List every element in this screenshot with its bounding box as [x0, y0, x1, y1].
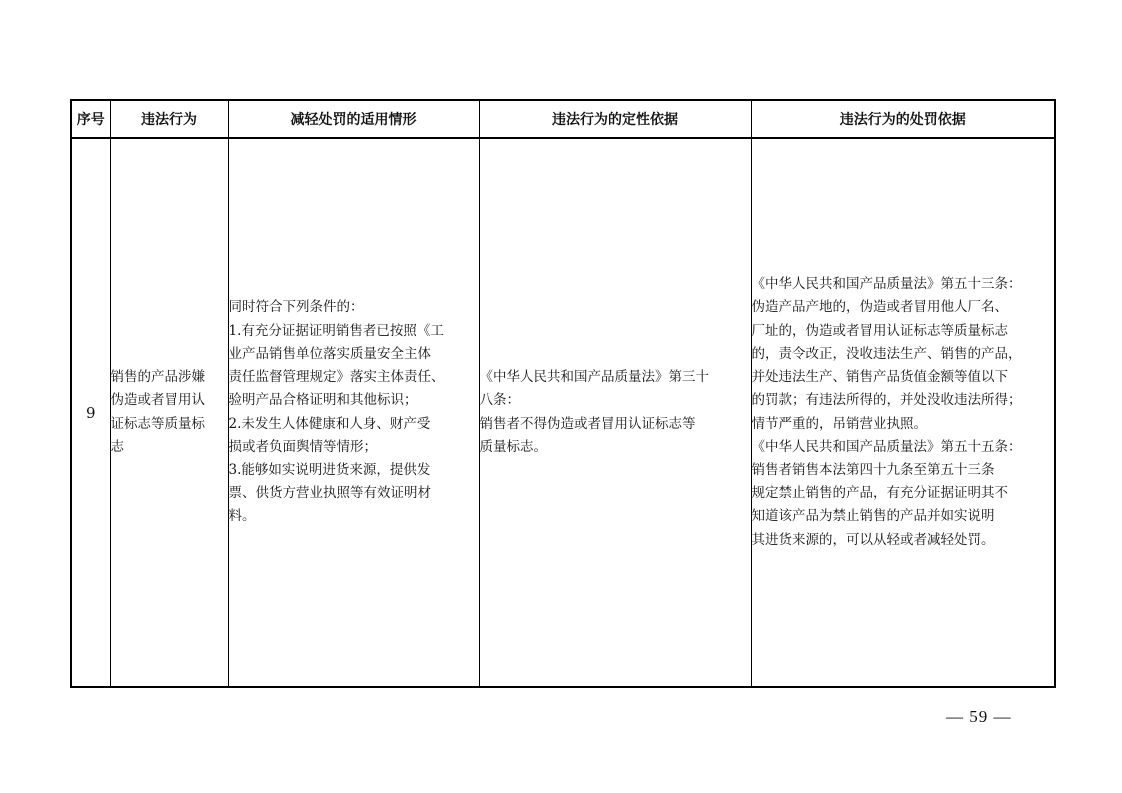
mitigation-line: 损或者负面舆情等情形；: [228, 438, 377, 455]
mitigation-line: 3.能够如实说明进货来源，提供发: [228, 461, 431, 478]
mitigation-line: 2.未发生人体健康和人身、财产受: [228, 415, 431, 432]
violation-line: 志: [110, 438, 124, 455]
basis-cell: [479, 138, 751, 687]
row-number: 9: [71, 138, 110, 687]
mitigation-line: 1.有充分证据证明销售者已按照《工: [228, 322, 444, 339]
header-basis: 违法行为的定性依据: [479, 100, 751, 138]
page-number: — 59 —: [946, 707, 1012, 726]
mitigation-line: 业产品销售单位落实质量安全主体: [228, 345, 431, 362]
basis-line: 质量标志。: [479, 438, 547, 455]
penalty-line: 的罚款；有违法所得的，并处没收违法所得；: [751, 392, 1022, 409]
penalty-line: 《中华人民共和国产品质量法》第五十三条：: [751, 276, 1022, 293]
penalty-line: 情节严重的，吊销营业执照。: [751, 415, 927, 432]
violation-cell: [110, 138, 228, 687]
header-serial: 序号: [71, 100, 110, 138]
penalty-line: 并处违法生产、销售产品货值金额等值以下: [751, 369, 1008, 386]
penalty-line: 《中华人民共和国产品质量法》第五十五条：: [751, 438, 1022, 455]
violation-line: 伪造或者冒用认: [110, 392, 205, 409]
mitigation-cell: [228, 138, 479, 687]
violation-line: 销售的产品涉嫌: [110, 369, 205, 386]
penalty-line: 知道该产品为禁止销售的产品并如实说明: [751, 508, 995, 525]
mitigation-line: 同时符合下列条件的：: [228, 299, 364, 316]
mitigation-line: 票、供货方营业执照等有效证明材: [228, 485, 431, 502]
basis-line: 《中华人民共和国产品质量法》第三十: [479, 369, 709, 386]
header-penalty: 违法行为的处罚依据: [751, 100, 1055, 138]
penalty-line: 厂址的，伪造或者冒用认证标志等质量标志: [751, 322, 1008, 339]
mitigation-line: 料。: [228, 508, 256, 525]
header-mitigation: 减轻处罚的适用情形: [228, 100, 479, 138]
regulation-table: [70, 99, 1056, 688]
table-row: [71, 138, 1055, 687]
penalty-line: 伪造产品产地的，伪造或者冒用他人厂名、: [751, 299, 1008, 316]
violation-line: 证标志等质量标: [110, 415, 205, 432]
mitigation-line: 责任监督管理规定》落实主体责任、: [228, 369, 445, 386]
table-header-row: [71, 100, 1055, 138]
header-violation: 违法行为: [110, 100, 228, 138]
basis-line: 八条：: [479, 392, 520, 409]
penalty-cell: [751, 138, 1055, 687]
basis-line: 销售者不得伪造或者冒用认证标志等: [479, 415, 696, 432]
penalty-line: 规定禁止销售的产品，有充分证据证明其不: [751, 485, 1008, 502]
penalty-line: 销售者销售本法第四十九条至第五十三条: [751, 461, 995, 478]
penalty-line: 其进货来源的，可以从轻或者减轻处罚。: [751, 531, 995, 548]
penalty-line: 的，责令改正，没收违法生产、销售的产品，: [751, 345, 1022, 362]
mitigation-line: 验明产品合格证明和其他标识；: [228, 392, 418, 409]
